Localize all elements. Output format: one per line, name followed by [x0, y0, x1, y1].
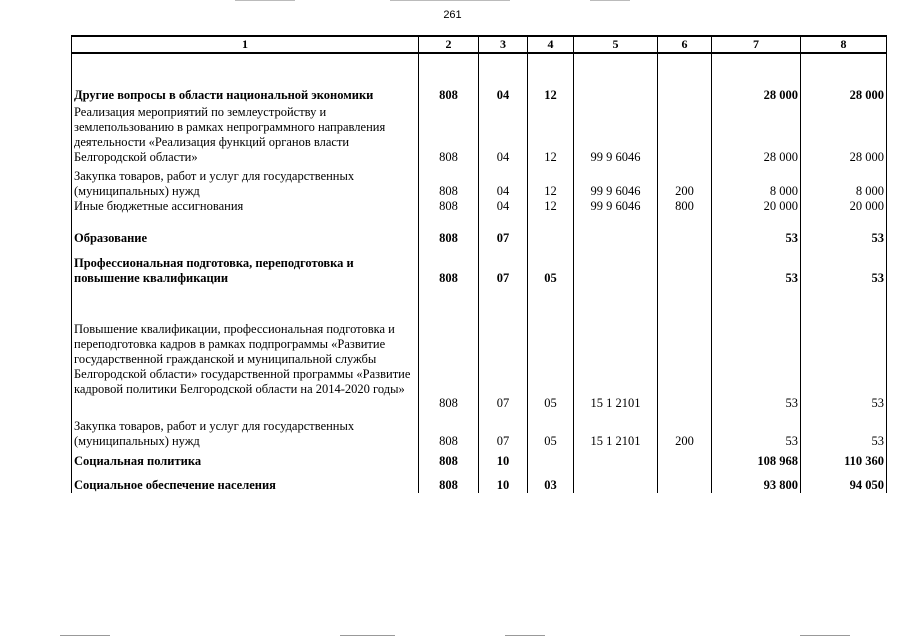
cell-target-article: 15 1 2101 [574, 286, 658, 411]
table-row [72, 246, 887, 286]
cell-ministry: 808 [419, 469, 479, 493]
cell-target-article: 15 1 2101 [574, 411, 658, 449]
row-name: Другие вопросы в области национальной экономики [72, 86, 419, 103]
scan-edge-line [800, 635, 850, 636]
cell-expense-type [658, 469, 712, 493]
page-number: 261 [443, 9, 462, 21]
cell-target-article: 99 9 6046 [574, 199, 658, 224]
cell-amount-col8: 53 [801, 411, 887, 449]
row-name: Реализация мероприятий по землеустройству и землепользованию в рамках непрограммного направления деятельности «Реализация функций органов власти Белгородской области» [72, 103, 419, 165]
cell-amount-col7: 28 000 [712, 86, 801, 103]
cell-subsection: 05 [528, 286, 574, 411]
scan-edge-line [340, 635, 395, 636]
cell-amount-col8: 20 000 [801, 199, 887, 224]
row-name: Социальное обеспечение населения [72, 469, 419, 493]
scan-edge-line [590, 0, 630, 1]
cell-subsection [528, 449, 574, 469]
cell-amount-col8: 28 000 [801, 86, 887, 103]
cell-ministry: 808 [419, 224, 479, 246]
cell-target-article [574, 469, 658, 493]
header-cell: 8 [801, 36, 887, 53]
cell-ministry: 808 [419, 449, 479, 469]
header-cell: 7 [712, 36, 801, 53]
cell-ministry: 808 [419, 411, 479, 449]
cell-amount-col8: 8 000 [801, 165, 887, 199]
cell-amount-col8: 94 050 [801, 469, 887, 493]
cell-subsection [528, 224, 574, 246]
row-name: Образование [72, 224, 419, 246]
cell-section: 10 [479, 449, 528, 469]
cell-section: 07 [479, 224, 528, 246]
cell-expense-type [658, 449, 712, 469]
table-row [72, 286, 887, 411]
cell-target-article [574, 449, 658, 469]
cell-expense-type: 800 [658, 199, 712, 224]
row-name: Повышение квалификации, профессиональная подготовка и переподготовка кадров в рамках подпрограммы «Развитие государственной гражданской и муниципальной службы Белгородской области» государственной программы «Развитие кадровой политики Белгородской области на 2014-2020 годы» [72, 286, 419, 411]
cell-expense-type [658, 86, 712, 103]
header-cell: 3 [479, 36, 528, 53]
cell-section: 07 [479, 411, 528, 449]
cell-subsection: 03 [528, 469, 574, 493]
cell-target-article: 99 9 6046 [574, 165, 658, 199]
cell-amount-col8: 53 [801, 246, 887, 286]
header-row [72, 36, 887, 53]
cell-target-article [574, 246, 658, 286]
scan-edge-line [390, 0, 510, 1]
spacer-row [72, 53, 887, 86]
table-row [72, 469, 887, 493]
budget-table [71, 35, 887, 493]
cell-amount-col7: 28 000 [712, 103, 801, 165]
cell-section: 04 [479, 199, 528, 224]
table-row [72, 199, 887, 224]
row-name: Иные бюджетные ассигнования [72, 199, 419, 224]
row-name: Закупка товаров, работ и услуг для государственных (муниципальных) нужд [72, 165, 419, 199]
row-name: Закупка товаров, работ и услуг для государственных (муниципальных) нужд [72, 411, 419, 449]
cell-section: 04 [479, 103, 528, 165]
table-row [72, 165, 887, 199]
cell-section: 10 [479, 469, 528, 493]
cell-subsection: 12 [528, 86, 574, 103]
header-cell: 6 [658, 36, 712, 53]
cell-amount-col7: 8 000 [712, 165, 801, 199]
table-row [72, 224, 887, 246]
row-name: Профессиональная подготовка, переподготовка и повышение квалификации [72, 246, 419, 286]
cell-expense-type [658, 103, 712, 165]
cell-target-article [574, 86, 658, 103]
header-cell: 2 [419, 36, 479, 53]
cell-amount-col8: 110 360 [801, 449, 887, 469]
cell-ministry: 808 [419, 165, 479, 199]
cell-subsection: 12 [528, 199, 574, 224]
header-cell: 1 [72, 36, 419, 53]
scan-edge-line [505, 635, 545, 636]
row-name: Социальная политика [72, 449, 419, 469]
cell-subsection: 12 [528, 165, 574, 199]
cell-amount-col8: 53 [801, 224, 887, 246]
cell-section: 04 [479, 86, 528, 103]
table-row [72, 411, 887, 449]
cell-amount-col7: 93 800 [712, 469, 801, 493]
cell-amount-col7: 53 [712, 246, 801, 286]
cell-section: 04 [479, 165, 528, 199]
cell-subsection: 12 [528, 103, 574, 165]
cell-expense-type [658, 224, 712, 246]
header-cell: 4 [528, 36, 574, 53]
table-row [72, 86, 887, 103]
cell-ministry: 808 [419, 86, 479, 103]
cell-amount-col8: 28 000 [801, 103, 887, 165]
cell-section: 07 [479, 246, 528, 286]
cell-expense-type [658, 246, 712, 286]
scan-edge-line [235, 0, 295, 1]
cell-expense-type: 200 [658, 165, 712, 199]
cell-expense-type [658, 286, 712, 411]
cell-amount-col7: 108 968 [712, 449, 801, 469]
cell-section: 07 [479, 286, 528, 411]
scan-edge-line [60, 635, 110, 636]
cell-subsection: 05 [528, 246, 574, 286]
cell-amount-col7: 53 [712, 411, 801, 449]
cell-expense-type: 200 [658, 411, 712, 449]
cell-target-article [574, 224, 658, 246]
cell-amount-col8: 53 [801, 286, 887, 411]
cell-ministry: 808 [419, 286, 479, 411]
header-cell: 5 [574, 36, 658, 53]
cell-ministry: 808 [419, 246, 479, 286]
cell-amount-col7: 20 000 [712, 199, 801, 224]
cell-ministry: 808 [419, 199, 479, 224]
cell-amount-col7: 53 [712, 224, 801, 246]
cell-ministry: 808 [419, 103, 479, 165]
cell-amount-col7: 53 [712, 286, 801, 411]
table-row [72, 449, 887, 469]
cell-target-article: 99 9 6046 [574, 103, 658, 165]
table-row [72, 103, 887, 165]
cell-subsection: 05 [528, 411, 574, 449]
